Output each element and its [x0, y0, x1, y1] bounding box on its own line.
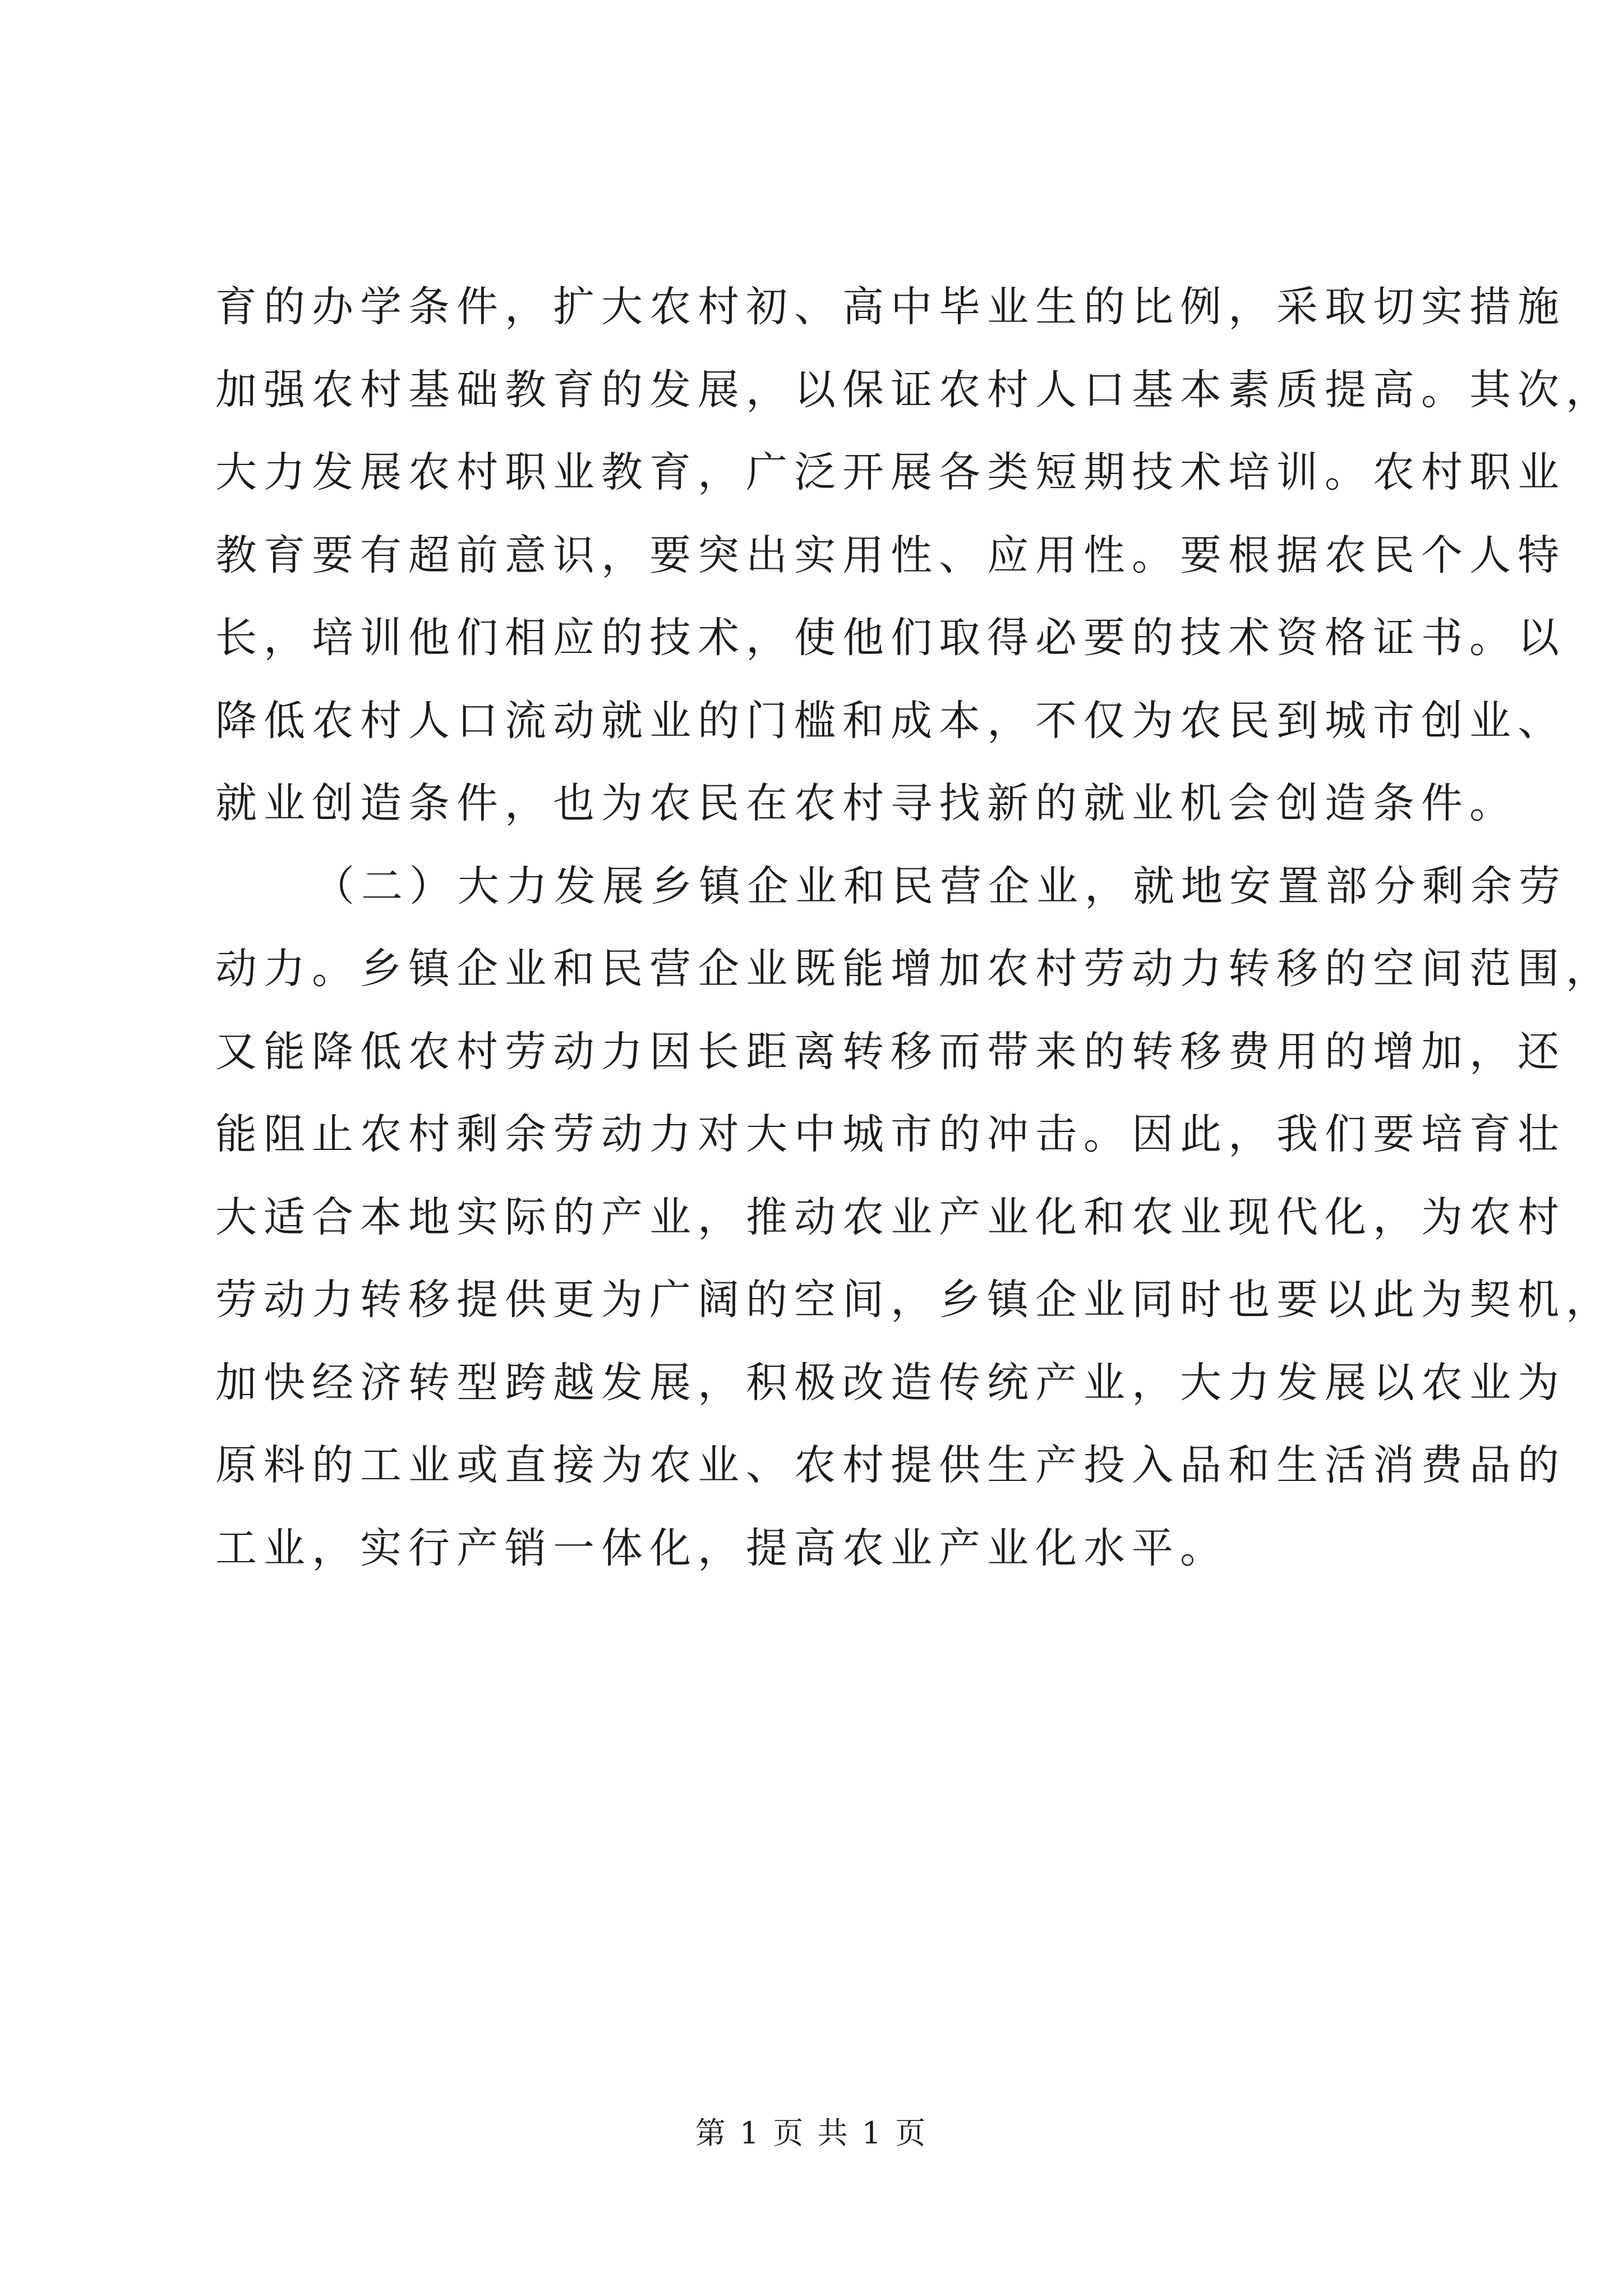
- text-line: 长，培训他们相应的技术，使他们取得必要的技术资格证书。以: [215, 614, 1566, 662]
- text-line: 就业创造条件，也为农民在农村寻找新的就业机会创造条件。: [215, 779, 1518, 827]
- text-line: 又能降低农村劳动力因长距离转移而带来的转移费用的增加，还: [215, 1027, 1566, 1076]
- text-line: 大力发展农村职业教育，广泛开展各类短期技术培训。农村职业: [215, 448, 1566, 496]
- text-line: 劳动力转移提供更为广阔的空间，乡镇企业同时也要以此为契机，: [215, 1276, 1614, 1324]
- text-line: 大适合本地实际的产业，推动农业产业化和农业现代化，为农村: [215, 1193, 1566, 1241]
- text-line: 降低农村人口流动就业的门槛和成本，不仅为农民到城市创业、: [215, 696, 1566, 745]
- text-line: 工业，实行产销一体化，提高农业产业化水平。: [215, 1524, 1228, 1572]
- text-line: 能阻止农村剩余劳动力对大中城市的冲击。因此，我们要培育壮: [215, 1110, 1566, 1158]
- document-body: [215, 266, 1614, 1590]
- text-line: 动力。乡镇企业和民营企业既能增加农村劳动力转移的空间范围，: [215, 945, 1614, 993]
- text-line: 加强农村基础教育的发展，以保证农村人口基本素质提高。其次，: [215, 365, 1614, 414]
- section-heading-line: （二）大力发展乡镇企业和民营企业，就地安置部分剩余劳: [313, 862, 1567, 910]
- text-line: 加快经济转型跨越发展，积极改造传统产业，大力发展以农业为: [215, 1358, 1566, 1407]
- text-line: 教育要有超前意识，要突出实用性、应用性。要根据农民个人特: [215, 531, 1566, 579]
- text-line: 育的办学条件，扩大农村初、高中毕业生的比例，采取切实措施: [215, 283, 1566, 331]
- text-line: 原料的工业或直接为农业、农村提供生产投入品和生活消费品的: [215, 1441, 1566, 1489]
- page-footer: 第 1 页 共 1 页: [695, 2115, 928, 2151]
